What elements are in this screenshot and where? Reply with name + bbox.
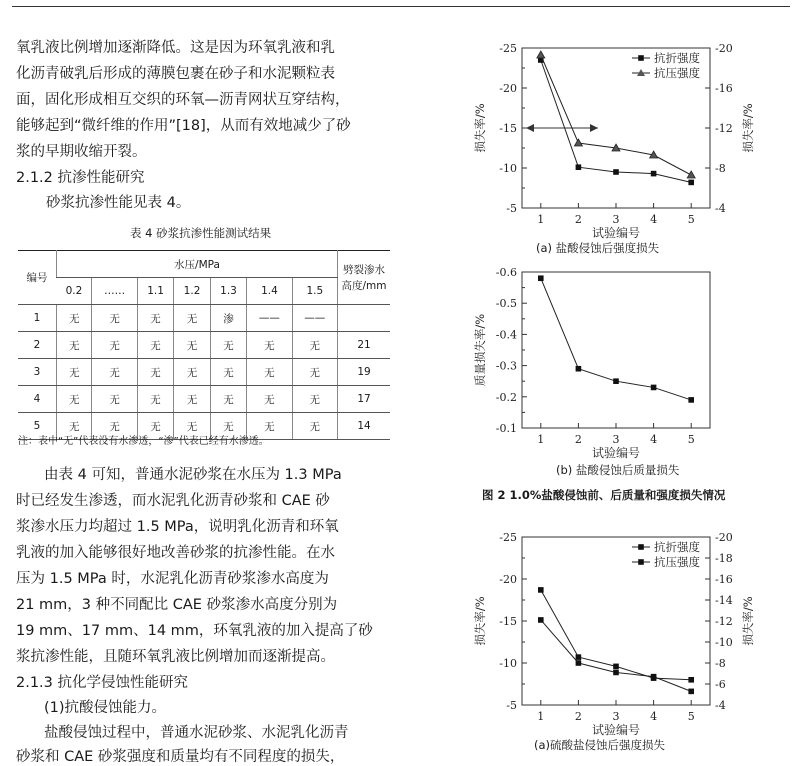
x-tick-label: 1 (537, 213, 545, 226)
table-cell: 无 (57, 332, 92, 359)
x-tick-label: 2 (574, 710, 582, 723)
table-header-row (18, 251, 390, 278)
table-cell: 无 (247, 413, 292, 440)
y-axis-label: 损失率/% (473, 103, 487, 153)
x-tick-label: 5 (687, 213, 695, 226)
legend-label: 抗折强度 (654, 51, 700, 65)
table-cell: 17 (338, 386, 391, 413)
data-point (576, 366, 582, 372)
x-tick-label: 1 (537, 710, 545, 723)
table-cell: —— (292, 305, 337, 332)
data-point (576, 660, 582, 666)
table-header-cell: 1.1 (137, 278, 173, 305)
table-cell: 4 (18, 386, 57, 413)
table-cell: 19 (338, 359, 391, 386)
legend-marker (638, 559, 644, 565)
y2-tick-label: -14 (715, 594, 733, 607)
table-cell: 无 (92, 305, 137, 332)
table-cell: 无 (174, 386, 210, 413)
table-cell: 无 (137, 359, 173, 386)
legend-marker (638, 544, 644, 550)
table-cell: 无 (137, 305, 173, 332)
y2-tick-label: -8 (715, 162, 726, 175)
table-cell: 无 (210, 386, 246, 413)
y-tick-label: -15 (499, 122, 517, 135)
chart-svg (410, 258, 790, 458)
paragraph-line: 乳液的加入能够很好地改善砂浆的抗渗性能。在水 (16, 545, 335, 561)
table-header-cell: …… (92, 278, 137, 305)
table-cell: 渗 (210, 305, 246, 332)
y-tick-label: -5 (506, 699, 517, 712)
results-table (18, 250, 390, 440)
paragraph-line: 氧乳液比例增加逐渐降低。这是因为环氧乳液和乳 (16, 40, 335, 56)
x-tick-label: 3 (612, 433, 620, 446)
x-tick-label: 4 (650, 213, 658, 226)
table-cell: 无 (210, 413, 246, 440)
paragraph-line: 时已经发生渗透，而水泥乳化沥青砂浆和 CAE 砂 (16, 493, 330, 509)
paragraph-line: 盐酸侵蚀过程中，普通水泥砂浆、水泥乳化沥青 (44, 725, 349, 741)
table-row (18, 386, 390, 413)
data-point (688, 397, 694, 403)
data-point (688, 677, 694, 683)
paragraph-line: 浆渗水压力均超过 1.5 MPa，说明乳化沥青和环氧 (16, 519, 339, 535)
legend-label: 抗折强度 (654, 540, 700, 554)
data-point (576, 164, 582, 170)
chart-strength-loss-sulfate (410, 515, 790, 740)
y-tick-label: -10 (499, 657, 517, 670)
figure-caption: 图 2 1.0%盐酸侵蚀前、后质量和强度损失情况 (482, 488, 726, 502)
arrow-head-left (526, 124, 534, 132)
y2-tick-label: -4 (715, 202, 726, 215)
table-cell: 无 (174, 359, 210, 386)
y-tick-label: -0.3 (495, 359, 517, 373)
table-cell: 5 (18, 413, 57, 440)
y-axis-label: 损失率/% (473, 596, 487, 646)
x-tick-label: 3 (612, 710, 620, 723)
data-point (651, 674, 657, 680)
x-tick-label: 5 (687, 433, 695, 446)
x-axis-label: 试验编号 (591, 446, 641, 460)
legend-marker (638, 55, 644, 61)
chart-caption: (a) 盐酸侵蚀后强度损失 (536, 241, 660, 255)
y2-tick-label: -4 (715, 699, 726, 712)
table-header-pressure: 水压/MPa (57, 251, 338, 278)
y-tick-label: -25 (499, 531, 517, 544)
y2-tick-label: -16 (715, 82, 733, 95)
table-cell: 无 (292, 332, 337, 359)
y2-tick-label: -16 (715, 573, 733, 586)
table-cell: 无 (137, 386, 173, 413)
y2-tick-label: -10 (715, 636, 733, 649)
y-tick-label: -0.2 (495, 390, 517, 404)
legend-label: 抗压强度 (654, 555, 700, 569)
table-cell: 1 (18, 305, 57, 332)
y-tick-label: -20 (499, 82, 517, 95)
table-cell: —— (247, 305, 292, 332)
y-tick-label: -20 (499, 573, 517, 586)
data-point (576, 654, 582, 660)
data-point (537, 51, 545, 58)
y2-tick-label: -12 (715, 615, 733, 628)
paragraph-line: 由表 4 可知，普通水泥砂浆在水压为 1.3 MPa (44, 467, 342, 483)
x-axis-label: 试验编号 (591, 723, 641, 737)
table-cell: 无 (92, 413, 137, 440)
y-axis-label: 质量损失率/% (473, 313, 487, 387)
paragraph-line: 能够起到“微纤维的作用”[18]，从而有效地减少了砂 (16, 118, 351, 134)
paragraph-line: 化沥青破乳后形成的薄膜包裹在砂子和水泥颗粒表 (16, 66, 335, 82)
table-cell: 无 (137, 332, 173, 359)
table-cell: 无 (57, 359, 92, 386)
paragraph-line: 面，固化形成相互交织的环氧—沥青网状互穿结构， (16, 92, 350, 108)
arrow-head-right (590, 124, 598, 132)
legend-label: 抗压强度 (654, 66, 700, 80)
y-tick-label: -25 (499, 42, 517, 55)
table-cell: 无 (292, 386, 337, 413)
data-point (613, 670, 619, 676)
table-cell: 14 (338, 413, 391, 440)
table-cell: 21 (338, 332, 391, 359)
y2-tick-label: -8 (715, 657, 726, 670)
table-header-height: 劈裂渗水 高度/mm (338, 251, 391, 305)
x-tick-label: 1 (537, 433, 545, 446)
y2-axis-label: 损失率/% (741, 103, 755, 153)
data-point (687, 171, 695, 178)
chart-strength-loss-hcl (410, 10, 790, 260)
table-header-cell: 1.5 (292, 278, 337, 305)
y-tick-label: -0.6 (495, 266, 517, 279)
table-cell: 2 (18, 332, 57, 359)
table-cell: 无 (92, 386, 137, 413)
y-tick-label: -5 (506, 202, 517, 215)
y2-tick-label: -20 (715, 42, 733, 55)
x-tick-label: 3 (612, 213, 620, 226)
table-row (18, 332, 390, 359)
table-header-cell: 0.2 (57, 278, 92, 305)
table-cell: 无 (174, 305, 210, 332)
table-cell: 无 (57, 386, 92, 413)
table-header-id: 编号 (18, 251, 57, 305)
table-cell: 无 (174, 413, 210, 440)
paragraph-line: 压为 1.5 MPa 时，水泥乳化沥青砂浆渗水高度为 (16, 571, 329, 587)
x-tick-label: 5 (687, 710, 695, 723)
y2-tick-label: -6 (715, 678, 726, 691)
data-point (538, 587, 544, 593)
y-tick-label: -0.1 (495, 422, 517, 435)
data-point (613, 169, 619, 175)
x-tick-label: 2 (574, 213, 582, 226)
chart-mass-loss-hcl (410, 258, 790, 458)
table-cell: 无 (210, 359, 246, 386)
table-header-row (18, 278, 390, 305)
section-heading: 2.1.2 抗渗性能研究 (16, 170, 145, 186)
data-point (651, 385, 657, 391)
y-tick-label: -0.4 (495, 328, 517, 342)
y-tick-label: -10 (499, 162, 517, 175)
chart-caption: (a)硫酸盐侵蚀后强度损失 (534, 738, 666, 752)
x-tick-label: 4 (650, 710, 658, 723)
y2-tick-label: -12 (715, 122, 733, 135)
table-caption: 表 4 砂浆抗渗性能测试结果 (130, 226, 272, 240)
chart-svg (410, 515, 790, 740)
table-cell: 无 (292, 413, 337, 440)
paragraph-line: 砂浆抗渗性能见表 4。 (46, 195, 191, 211)
table-cell: 无 (292, 359, 337, 386)
table-cell: 无 (210, 332, 246, 359)
table-note: 注：表中“无”代表没有水渗透，“渗”代表已经有水渗透。 (18, 436, 269, 447)
chart-svg (410, 10, 790, 260)
table-cell: 无 (92, 332, 137, 359)
table-row (18, 359, 390, 386)
x-tick-label: 4 (650, 433, 658, 446)
paragraph-line: 21 mm，3 种不同配比 CAE 砂浆渗水高度分别为 (16, 597, 338, 613)
table-cell: 无 (137, 413, 173, 440)
table-header-cell: 1.3 (210, 278, 246, 305)
data-point (538, 275, 544, 281)
y2-tick-label: -18 (715, 552, 733, 565)
table-cell: 无 (247, 386, 292, 413)
x-tick-label: 2 (574, 433, 582, 446)
data-point (613, 664, 619, 670)
data-point (651, 171, 657, 177)
table-row (18, 305, 390, 332)
paragraph-line: (1)抗酸侵蚀能力。 (44, 700, 167, 716)
data-point (613, 378, 619, 384)
paragraph-line: 砂浆和 CAE 砂浆强度和质量均有不同程度的损失， (16, 749, 345, 765)
table-cell: 无 (247, 359, 292, 386)
table-cell: 无 (57, 413, 92, 440)
table-cell: 无 (174, 332, 210, 359)
y-tick-label: -0.5 (495, 297, 517, 311)
table-cell: 无 (247, 332, 292, 359)
paragraph-line: 浆的早期收缩开裂。 (16, 144, 147, 160)
table-header-cell: 1.4 (247, 278, 292, 305)
table-cell (338, 305, 391, 332)
y-tick-label: -15 (499, 615, 517, 628)
table-cell: 无 (92, 359, 137, 386)
y2-tick-label: -20 (715, 531, 733, 544)
paragraph-line: 19 mm、17 mm、14 mm，环氧乳液的加入提高了砂 (16, 623, 373, 639)
y2-axis-label: 损失率/% (741, 596, 755, 646)
data-point (574, 139, 582, 146)
data-point (688, 689, 694, 695)
data-point (688, 180, 694, 186)
data-point (538, 617, 544, 623)
section-heading: 2.1.3 抗化学侵蚀性能研究 (16, 675, 189, 691)
plot-frame (522, 272, 710, 428)
paragraph-line: 浆抗渗性能，且随环氧乳液比例增加而逐渐提高。 (16, 649, 335, 665)
x-axis-label: 试验编号 (591, 226, 641, 240)
table-header-cell: 1.2 (174, 278, 210, 305)
table-cell: 3 (18, 359, 57, 386)
table-cell: 无 (57, 305, 92, 332)
chart-caption: (b) 盐酸侵蚀后质量损失 (556, 463, 680, 477)
